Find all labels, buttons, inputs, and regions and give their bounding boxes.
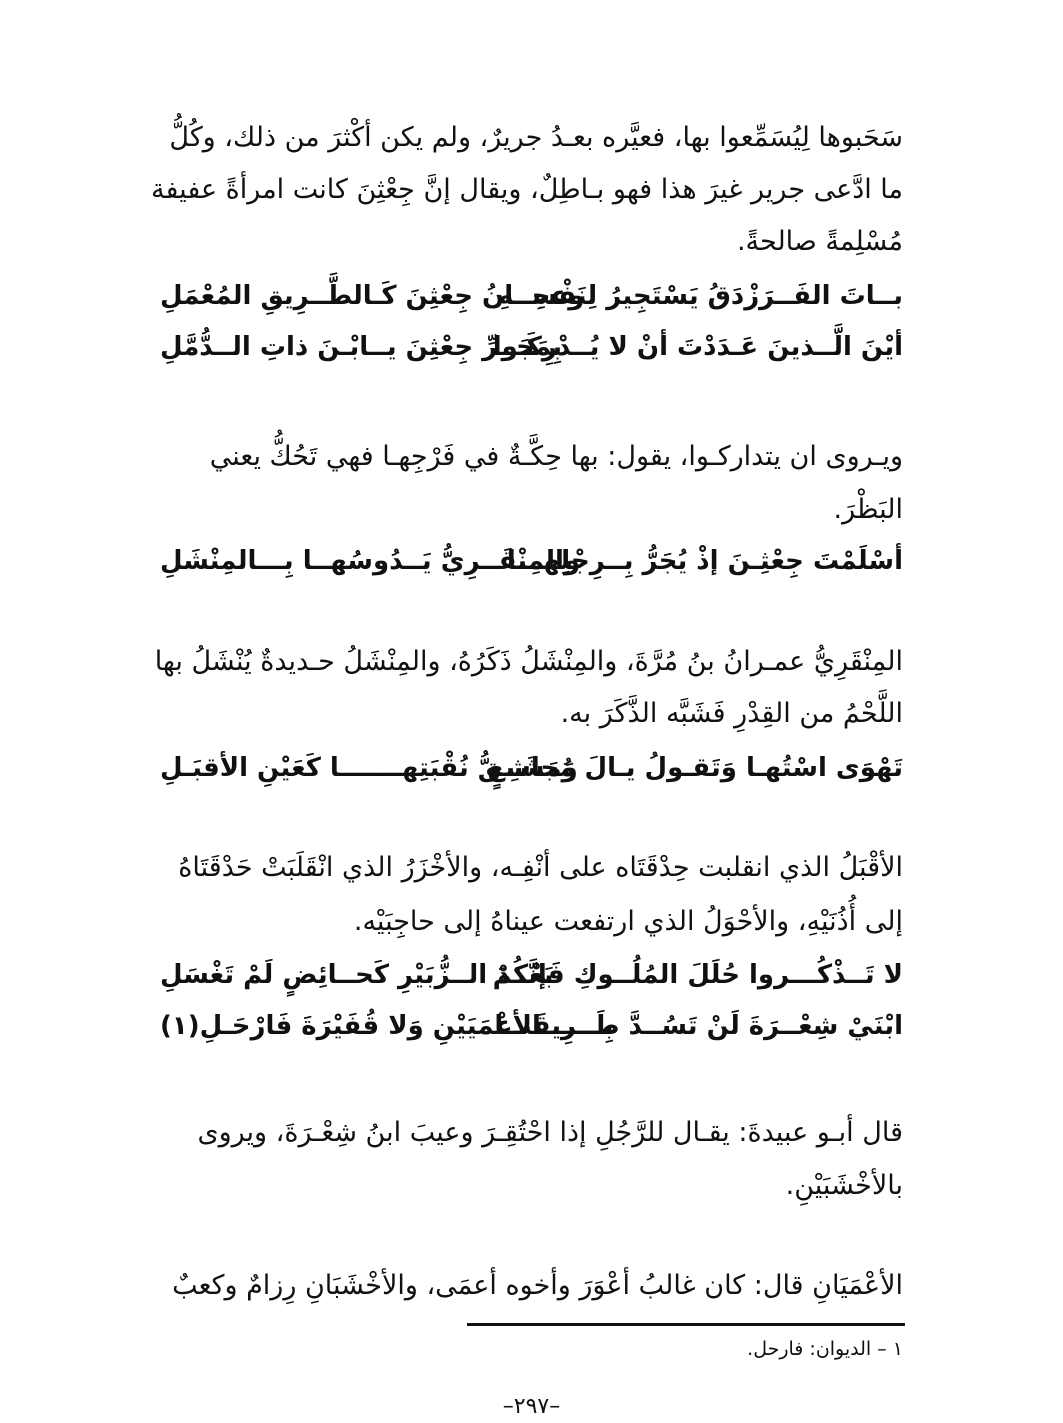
prose-line: البَظْرَ.	[833, 494, 903, 525]
prose-line: سَحَبوها لِيُسَمِّعوا بها، فعيَّره بعـدُ جريرٌ، ولم يكن أكْثرَ من ذلك، وكُلُّ	[169, 122, 903, 153]
page-number: –٢٩٧–	[502, 1394, 561, 1419]
verse-first-hemistich: ابْنَيْ شِعْــرَةَ لَنْ تَسُــدَّ طَــرِيقَنــا	[494, 1011, 903, 1041]
verse-second-hemistich: بِـــــــالأعْمَيَيْنِ وَلا قُفَيْرَةَ فَارْحَـلِ(١)	[160, 1011, 614, 1041]
footnote: ١ – الديوان: فارحل.	[747, 1338, 903, 1360]
prose-line: المِنْقَرِيُّ عمـرانُ بنُ مُرَّةَ، والمِنْشَلُ ذَكَرُهُ، والمِنْشَلُ حـديدةٌ يُنْشَلُ بها	[154, 646, 903, 677]
verse-first-hemistich: أسْلَمْتَ جِعْثِـنَ إذْ يُجَرُّ بِــرِجْلِهـــا	[506, 546, 903, 576]
prose-line: اللَّحْمُ من القِدْرِ فَشَبَّه الذَّكَرَ به.	[560, 698, 903, 729]
verse-line	[160, 327, 903, 367]
verse-first-hemistich: لا تَــذْكُـــروا حُلَلَ المُلُــوكِ فَإنَّكُمْ	[492, 960, 903, 990]
prose-line: مُسْلِمةً صالحةً.	[736, 226, 903, 257]
verse-line	[160, 955, 903, 995]
verse-second-hemistich: وعجــانُ جِعْثِنَ كَـالطَّــرِيقِ المُعْمَلِ	[160, 281, 585, 311]
verse-line	[160, 276, 903, 316]
prose-line: إلى أُذُنَيْهِ، والأحْوَلُ الذي ارتفعت عيناهُ إلى حاجِبَيْه.	[353, 906, 903, 937]
prose-line: الأعْمَيَانِ قال: كان غالبُ أعْوَرَ وأخوه أعمَى، والأخْشَبَانِ رِزامٌ وكعبٌ	[172, 1270, 903, 1301]
prose-line: الأقْبَلُ الذي انقلبت حِدْقَتَاه على أنْفِـه، والأخْزَرُ الذي انْقَلَبَتْ حَدْقَتَاهُ	[178, 852, 903, 883]
verse-first-hemistich: بــاتَ الفَــرَزْدَقُ يَسْتَجِيرُ لِنَفْسِــهِ	[498, 281, 903, 311]
verse-first-hemistich: تَهْوَى اسْتُهـا وَتَقـولُ يـالَ مُجاشِعٍ	[487, 753, 903, 783]
verse-second-hemistich: والمِنْقَــرِيُّ يَــدُوسُهــا بِـــالمِنْشَلِ	[160, 546, 581, 576]
prose-line: بالأخْشَبَيْنِ.	[785, 1170, 903, 1201]
verse-second-hemistich: بِمَجَــرِّ جِعْثِنَ يــابْـنَ ذاتِ الــدُّمَّلِ	[160, 332, 563, 362]
verse-line	[160, 748, 903, 788]
verse-second-hemistich: وَمَشَــقُّ نُقْبَتِهـــــــا كَعَيْنِ الأقبَـلِ	[160, 753, 578, 783]
verse-line	[160, 541, 903, 581]
prose-line: ما ادَّعى جرير غيرَ هذا فهو بـاطِلٌ، ويقال إنَّ جِعْثِنَ كانت امرأةً عفيفة	[151, 174, 903, 205]
verse-second-hemistich: بَعْــدَ الــزُّبَيْرِ كَحــائِضٍ لَمْ تَغْسَلِ	[160, 960, 554, 990]
verse-first-hemistich: أيْنَ الَّــذينَ عَـدَدْتَ أنْ لا يُــدْرِكَـوا	[492, 332, 903, 362]
verse-line	[160, 1006, 903, 1046]
prose-line: قال أبـو عبيدةَ: يقـال للرَّجُلِ إذا احْتُقِـرَ وعيبَ ابنُ شِعْـرَةَ، ويروى	[197, 1117, 903, 1148]
footnote-separator	[467, 1323, 905, 1326]
prose-line: ويـروى ان يتداركـوا، يقول: بها حِكَّـةٌ في فَرْجِهـا فهي تَحُكُّ يعني	[209, 441, 903, 472]
